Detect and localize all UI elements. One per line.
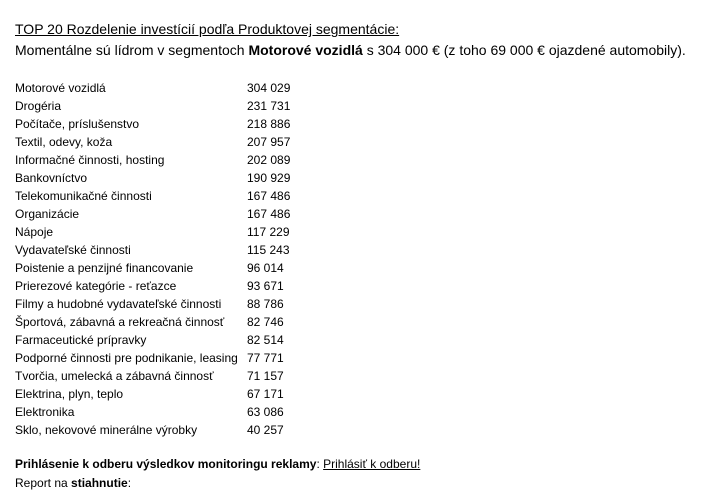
- segment-name: Textil, odevy, koža: [15, 135, 113, 149]
- segment-row: [15, 367, 335, 385]
- segment-name: Elektrina, plyn, teplo: [15, 387, 124, 401]
- segment-value: 167 486: [247, 207, 291, 221]
- segment-name: Nápoje: [15, 225, 54, 239]
- segment-value: 71 157: [247, 369, 284, 383]
- report-download-label: stiahnutie: [71, 476, 128, 490]
- report-suffix: :: [127, 476, 132, 490]
- segment-name: Poistenie a penzijné financovanie: [15, 261, 194, 275]
- segment-row: [15, 403, 335, 421]
- segment-value: 82 746: [247, 315, 284, 329]
- subscription-label: Prihlásenie k odberu výsledkov monitoringu reklamy: [15, 457, 317, 471]
- segment-row: [15, 277, 335, 295]
- segment-name: Drogéria: [15, 99, 62, 113]
- segment-value: 67 171: [247, 387, 284, 401]
- page-subtitle: [15, 42, 686, 58]
- segment-row: [15, 241, 335, 259]
- segment-row: [15, 151, 335, 169]
- segment-value: 190 929: [247, 171, 291, 185]
- report-download-line: [15, 476, 131, 490]
- segment-value: 117 229: [247, 225, 290, 239]
- segment-value: 304 029: [247, 81, 291, 95]
- segment-table: [15, 79, 335, 439]
- segment-value: 207 957: [247, 135, 291, 149]
- segment-value: 167 486: [247, 189, 291, 203]
- segment-row: [15, 115, 335, 133]
- report-prefix: Report na: [15, 476, 72, 490]
- segment-row: [15, 295, 335, 313]
- segment-row: [15, 259, 335, 277]
- segment-name: Tvorčia, umelecká a zábavná činnosť: [15, 369, 214, 383]
- segment-row: [15, 97, 335, 115]
- segment-name: Telekomunikačné činnosti: [15, 189, 152, 203]
- segment-name: Športová, zábavná a rekreačná činnosť: [15, 315, 225, 329]
- segment-row: [15, 349, 335, 367]
- segment-name: Bankovníctvo: [15, 171, 88, 185]
- segment-value: 63 086: [247, 405, 284, 419]
- segment-row: [15, 313, 335, 331]
- segment-value: 96 014: [247, 261, 284, 275]
- segment-name: Filmy a hudobné vydavateľské činnosti: [15, 297, 222, 311]
- segment-name: Počítače, príslušenstvo: [15, 117, 140, 131]
- subscribe-link[interactable]: Prihlásiť k odberu!: [323, 457, 421, 471]
- segment-name: Organizácie: [15, 207, 80, 221]
- page-title: TOP 20 Rozdelenie investícií podľa Produktovej segmentácie:: [15, 21, 400, 37]
- segment-value: 40 257: [247, 423, 284, 437]
- segment-row: [15, 223, 335, 241]
- subscription-line: [15, 457, 420, 471]
- segment-name: Sklo, nekovové minerálne výrobky: [15, 423, 198, 437]
- segment-value: 218 886: [247, 117, 291, 131]
- segment-row: [15, 133, 335, 151]
- segment-name: Informačné činnosti, hosting: [15, 153, 165, 167]
- segment-value: 88 786: [247, 297, 284, 311]
- segment-name: Vydavateľské činnosti: [15, 243, 131, 257]
- segment-row: [15, 187, 335, 205]
- segment-row: [15, 169, 335, 187]
- segment-value: 82 514: [247, 333, 284, 347]
- segment-row: [15, 421, 335, 439]
- subscription-separator: :: [316, 457, 324, 471]
- segment-name: Elektronika: [15, 405, 75, 419]
- segment-value: 93 671: [247, 279, 284, 293]
- segment-row: [15, 79, 335, 97]
- segment-value: 231 731: [247, 99, 291, 113]
- segment-name: Podporné činnosti pre podnikanie, leasing: [15, 351, 238, 365]
- segment-name: Motorové vozidlá: [15, 81, 106, 95]
- subtitle-prefix: Momentálne sú lídrom v segmentoch: [15, 42, 249, 58]
- segment-value: 115 243: [247, 243, 290, 257]
- segment-name: Farmaceutické prípravky: [15, 333, 147, 347]
- segment-row: [15, 205, 335, 223]
- segment-row: [15, 385, 335, 403]
- subtitle-suffix: s 304 000 € (z toho 69 000 € ojazdené automobily).: [362, 42, 686, 58]
- segment-name: Prierezové kategórie - reťazce: [15, 279, 177, 293]
- segment-value: 77 771: [247, 351, 284, 365]
- subtitle-leader: Motorové vozidlá: [248, 42, 363, 58]
- segment-row: [15, 331, 335, 349]
- segment-value: 202 089: [247, 153, 291, 167]
